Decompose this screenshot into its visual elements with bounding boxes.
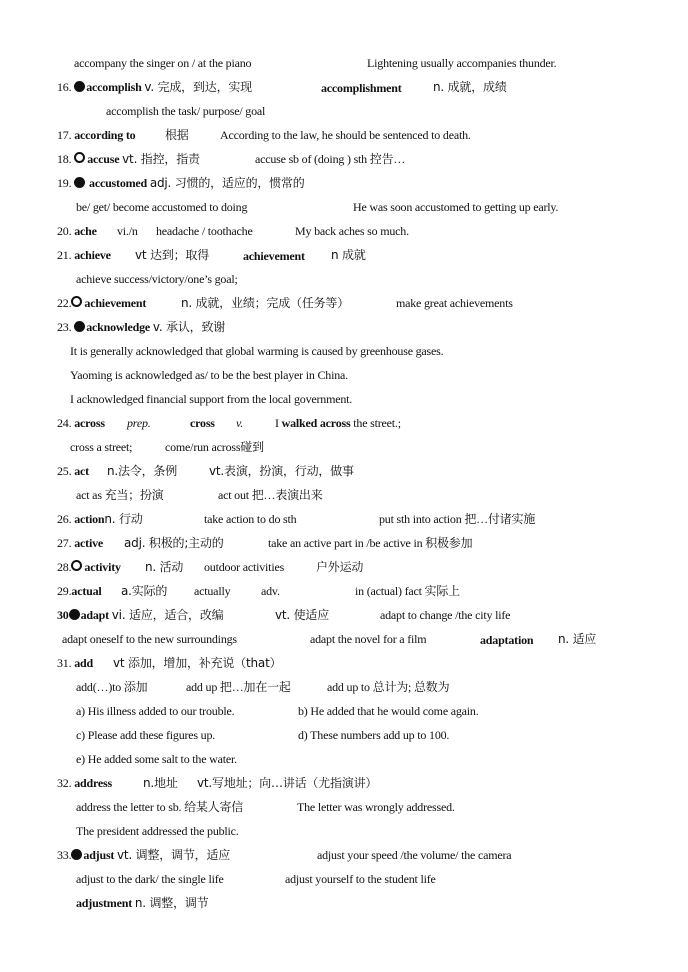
headword: adjust [83,848,115,862]
example-phrase: outdoor activities [204,560,285,574]
related-word: actually [194,584,231,598]
entry-number: 21. [57,248,72,262]
entry-number: 24. [57,416,72,430]
derived-entry [76,895,208,911]
example-sentence: Yaoming is acknowledged as/ to be the best player in China. [70,368,348,382]
part-of-speech: vi./n [117,224,138,238]
entry-23 [57,319,225,335]
definition: vt 添加，增加，补充说（that） [113,656,282,670]
entry-number: 30 [57,608,69,622]
headword: adapt [80,608,109,622]
entry-22 [57,295,146,311]
derived-definition: n. 成就，成绩 [433,80,507,94]
part-of-speech: v. [236,416,244,430]
example-sentence: d) These numbers add up to 100. [298,728,450,742]
example-sentence: I acknowledged financial support from the local government. [70,392,353,406]
filled-bullet-icon [74,81,85,92]
headword: ache [74,224,97,238]
headword: achieve [74,248,111,262]
entry-21 [57,247,111,263]
headword: accuse [87,152,120,166]
part-of-speech: prep. [127,416,151,430]
hollow-bullet-icon [71,296,82,307]
entry-31 [57,655,93,671]
entry-number: 16. [57,80,72,94]
definition: v. 承认，致谢 [152,320,226,334]
sentence-end: the street.; [350,416,401,430]
definition: adj. 习惯的，适应的，惯常的 [149,176,305,190]
definition: n.地址 [143,776,178,790]
definition: vt. 指控，指责 [122,152,200,166]
headword: accomplish [86,80,142,94]
entry-number: 32. [57,776,72,790]
entry-number: 27. [57,536,72,550]
entry-number: 29. [57,584,72,598]
example-phrase: add up to 总计为; 总数为 [327,680,450,694]
definition: vt.写地址；向…讲话（尤指演讲） [197,776,378,790]
entry-number: 28. [57,560,72,574]
example-phrase: come/run across碰到 [165,440,264,454]
derived-definition: n 成就 [331,248,366,262]
example-phrase: accuse sb of (doing ) sth 控告… [255,152,406,166]
entry-number: 26. [57,512,72,526]
example-sentence: The president addressed the public. [76,824,239,838]
entry-18 [57,151,200,167]
hollow-bullet-icon [71,560,82,571]
example-phrase: adapt oneself to the new surroundings [62,632,237,646]
entry-number: 31. [57,656,72,670]
entry-26 [57,511,143,527]
entry-16 [57,79,252,95]
example-phrase: act out 把…表演出来 [218,488,323,502]
filled-bullet-icon [74,177,85,188]
filled-bullet-icon [74,321,85,332]
entry-17 [57,127,135,143]
headword: act [74,464,89,478]
example-phrase: be/ get/ become accustomed to doing [76,200,248,214]
entry-27 [57,535,103,551]
example-sentence: It is generally acknowledged that global warming is caused by greenhouse gases. [70,344,444,358]
example-phrase: adapt to change /the city life [380,608,511,622]
entry-24 [57,415,105,431]
example-phrase: accomplish the task/ purpose/ goal [106,104,266,118]
sentence-start: I [275,416,282,430]
entry-number: 22. [57,296,72,310]
entry-33 [57,847,230,863]
entry-32 [57,775,112,791]
entry-25 [57,463,89,479]
part-of-speech: adv. [261,584,280,598]
example-phrase: in (actual) fact 实际上 [355,584,460,598]
definition: v. 完成，到达，实现 [144,80,252,94]
entry-number: 17. [57,128,72,142]
example-phrase: adjust your speed /the volume/ the camera [317,848,512,862]
entry-number: 25. [57,464,72,478]
definition: headache / toothache [156,224,253,238]
definition: n. 成就，业绩；完成（任务等） [181,296,350,310]
definition: n. 行动 [104,512,143,526]
example-phrase: achieve success/victory/one’s goal; [76,272,238,286]
definition: vi. 适应，适合，改编 [111,608,224,622]
example-sentence: The letter was wrongly addressed. [297,800,455,814]
headword: accustomed [89,176,148,190]
derived-word: adaptation [480,633,534,647]
example-phrase: put sth into action 把…付诸实施 [379,512,536,526]
entry-number: 18. [57,152,72,166]
example-phrase: add up 把…加在一起 [186,680,291,694]
definition: n. 活动 [145,560,184,574]
entry-number: 23. [57,320,72,334]
entry-19 [57,175,305,191]
example-phrase: add(…)to 添加 [76,680,148,694]
example-sentence: According to the law, he should be sentenced to death. [220,128,471,142]
example-phrase: cross a street; [70,440,133,454]
example-phrase: take an active part in /be active in 积极参加 [268,536,473,550]
headword: across [74,416,105,430]
phrase-translation: 户外运动 [316,560,364,574]
definition: n.法令，条例 [107,464,178,478]
headword: according to [74,128,136,142]
example-phrase: make great achievements [396,296,513,310]
entry-number: 33. [57,848,72,862]
definition: adj. 积极的;主动的 [124,536,224,550]
headword: action [74,512,105,526]
example-phrase: address the letter to sb. 给某人寄信 [76,800,244,814]
entry-28 [57,559,121,575]
example-phrase: take action to do sth [204,512,297,526]
filled-bullet-icon [71,849,82,860]
headword: add [74,656,93,670]
example-phrase: accompany the singer on / at the piano [74,56,252,70]
definition: vt.表演，扮演，行动，做事 [209,464,354,478]
definition: 根据 [165,128,189,142]
example-sentence: Lightening usually accompanies thunder. [367,56,557,70]
entry-number: 19. [57,176,72,190]
definition: vt 达到；取得 [135,248,210,262]
derived-word: accomplishment [321,81,402,95]
example-phrase: adjust yourself to the student life [285,872,436,886]
hollow-bullet-icon [74,152,85,163]
example-phrase: adapt the novel for a film [310,632,427,646]
example-sentence [275,415,401,431]
definition: vt. 调整，调节，适应 [117,848,231,862]
example-phrase: adjust to the dark/ the single life [76,872,224,886]
headword: active [74,536,104,550]
example-sentence: My back aches so much. [295,224,409,238]
example-sentence: He was soon accustomed to getting up early. [353,200,559,214]
headword: acknowledge [86,320,151,334]
headword: actual [71,584,102,598]
filled-bullet-icon [69,609,80,620]
entry-number: 20. [57,224,72,238]
derived-definition: n. 适应 [558,632,597,646]
entry-29 [57,583,102,599]
related-word: cross [190,416,215,430]
entry-20 [57,223,97,239]
definition: vt. 使适应 [275,608,330,622]
derived-word: adjustment [76,896,133,910]
highlighted-phrase: walked across [281,416,351,430]
headword: address [74,776,112,790]
derived-word: achievement [243,249,305,263]
derived-definition: n. 调整，调节 [134,896,209,910]
example-phrase: act as 充当；扮演 [76,488,164,502]
example-sentence: c) Please add these figures up. [76,728,216,742]
example-sentence: e) He added some salt to the water. [76,752,237,766]
definition: a.实际的 [121,584,168,598]
headword: activity [84,560,121,574]
example-sentence: b) He added that he would come again. [298,704,479,718]
entry-30 [57,607,223,623]
example-sentence: a) His illness added to our trouble. [76,704,235,718]
headword: achievement [84,296,147,310]
